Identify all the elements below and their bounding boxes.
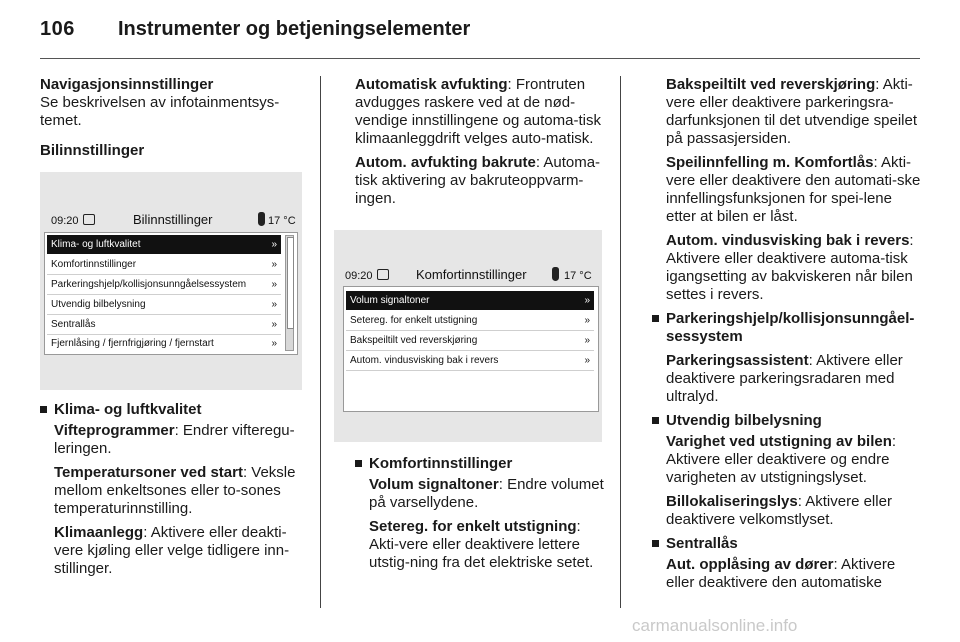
chevron-right-icon: » (271, 259, 277, 270)
phone-icon (83, 214, 95, 225)
ac-paragraph (54, 524, 308, 578)
term-label: Klimaanlegg (54, 524, 144, 541)
scroll-thumb[interactable] (287, 237, 294, 329)
chevron-right-icon: » (584, 355, 590, 366)
bullet-icon (652, 315, 659, 322)
temp-zones-paragraph (54, 464, 308, 518)
parking-section (652, 310, 922, 406)
menu-item-parking[interactable] (47, 275, 281, 294)
term-text: : Aktivere eller deaktivere velkomstlyset. (666, 493, 892, 528)
term-label: Setereg. for enkelt utstigning (369, 518, 577, 535)
chevron-right-icon: » (271, 338, 277, 349)
screen-title: Bilinnstillinger (133, 212, 213, 227)
term-text: : Endrer vifteregu-leringen. (54, 422, 295, 457)
chevron-right-icon: » (271, 239, 277, 250)
menu-item-label: Komfortinnstillinger (51, 259, 137, 270)
term-text: : Akti-vere eller deaktivere lettere utstig-ning fra det elektriske setet. (369, 518, 594, 571)
menu-item-signal-volume[interactable] (346, 291, 594, 310)
watermark: carmanualsonline.info (632, 616, 798, 635)
term-label: Vifteprogrammer (54, 422, 175, 439)
menu-list (343, 286, 599, 412)
menu-item-label: Klima- og luftkvalitet (51, 239, 141, 250)
term-text: : Frontruten avdugges raskere ved at de nød-vendige innstillingene og automa-tisk klimaanleggdrift velges auto-matisk. (355, 76, 601, 147)
menu-item-label: Utvendig bilbelysning (51, 299, 146, 310)
term-text: : Endre volumet på varsellydene. (369, 476, 604, 511)
central-lock-heading: Sentrallås (666, 535, 738, 552)
menu-item-comfort[interactable] (47, 255, 281, 274)
climate-heading: Klima- og luftkvalitet (54, 401, 202, 418)
menu-item-label: Autom. vindusvisking bak i revers (350, 355, 499, 366)
central-lock-section (652, 535, 922, 592)
column-divider (620, 76, 621, 608)
term-label: Parkeringsassistent (666, 352, 809, 369)
page-number: 106 (40, 18, 75, 40)
menu-item-climate[interactable] (47, 235, 281, 254)
comfort-section (355, 455, 611, 572)
screen-title: Komfortinnstillinger (416, 267, 527, 282)
column-divider (320, 76, 321, 608)
menu-list (44, 232, 298, 355)
term-label: Billokaliseringslys (666, 493, 798, 510)
exterior-light-section (652, 412, 922, 529)
term-label: Automatisk avfukting (355, 76, 508, 93)
column-1 (40, 76, 308, 160)
term-text: : Aktivere eller deaktivere den automatiske (666, 556, 896, 591)
chevron-right-icon: » (271, 319, 277, 330)
car-settings-screenshot (40, 172, 302, 390)
chevron-right-icon: » (584, 335, 590, 346)
term-text: : Automa-tisk aktivering av bakruteoppvarm-ingen. (355, 154, 601, 207)
comfort-settings-screenshot (334, 230, 602, 442)
menu-item-label: Fjernlåsing / fjernfrigjøring / fjernstart (51, 338, 214, 349)
signal-volume-paragraph (369, 476, 611, 512)
bullet-icon (652, 540, 659, 547)
menu-item-rear-wipe[interactable] (346, 351, 594, 370)
menu-item-remote[interactable] (47, 334, 281, 353)
seat-exit-paragraph (369, 518, 611, 572)
comfort-heading: Komfortinnstillinger (369, 455, 513, 472)
page-header (40, 14, 920, 48)
comfort-continued (652, 76, 922, 304)
term-text: : Aktivere eller deaktivere parkeringsradaren med ultralyd. (666, 352, 903, 405)
locator-light-paragraph (666, 493, 922, 529)
nav-settings-heading: Navigasjonsinnstillinger (40, 76, 214, 93)
term-label: Temperatursoner ved start (54, 464, 243, 481)
exterior-light-heading: Utvendig bilbelysning (666, 412, 822, 429)
column-1-lower (40, 401, 308, 578)
menu-item-seat-exit[interactable] (346, 311, 594, 330)
menu-item-exterior-lighting[interactable] (47, 295, 281, 314)
nav-settings-text: Se beskrivelsen av infotainmentsys-temet. (40, 94, 280, 129)
term-label: Bakspeiltilt ved reverskjøring (666, 76, 876, 93)
auto-defog-paragraph (355, 76, 611, 148)
clock: 09:20 (51, 215, 79, 227)
menu-item-label: Setereg. for enkelt utstigning (350, 315, 478, 326)
menu-item-label: Bakspeiltilt ved reverskjøring (350, 335, 478, 346)
exit-duration-paragraph (666, 433, 922, 487)
temperature-icon (552, 267, 559, 281)
term-text: : Veksle mellom enkeltsones eller to-sones temperaturinnstilling. (54, 464, 296, 517)
chevron-right-icon: » (271, 279, 277, 290)
bullet-icon (355, 460, 362, 467)
term-text: : Aktivere eller deaktivere automa-tisk igangsetting av bakviskeren når bilen settes i revers. (666, 232, 914, 303)
term-label: Autom. avfukting bakrute (355, 154, 536, 171)
rear-wipe-paragraph (666, 232, 922, 304)
term-text: : Aktivere eller deaktivere og endre varigheten av utstigningslyset. (666, 433, 897, 486)
menu-divider (346, 370, 594, 371)
chevron-right-icon: » (584, 315, 590, 326)
chevron-right-icon: » (584, 295, 590, 306)
term-label: Varighet ved utstigning av bilen (666, 433, 892, 450)
header-divider (40, 58, 920, 59)
column-2-lower (355, 455, 611, 572)
term-label: Speilinnfelling m. Komfortlås (666, 154, 874, 171)
scrollbar[interactable] (285, 235, 294, 351)
bullet-icon (652, 417, 659, 424)
column-3 (652, 76, 922, 592)
menu-item-label: Volum signaltoner (350, 295, 430, 306)
bullet-icon (40, 406, 47, 413)
page-title: Instrumenter og betjeningselementer (118, 18, 471, 40)
parking-heading: Parkeringshjelp/kollisjonsunngåel-sessystem (666, 310, 915, 345)
mirror-tilt-paragraph (666, 76, 922, 148)
term-label: Autom. vindusvisking bak i revers (666, 232, 910, 249)
outside-temperature: 17 °C (268, 215, 296, 227)
phone-icon (377, 269, 389, 280)
menu-item-label: Parkeringshjelp/kollisjonsunngåelsessystem (51, 279, 247, 290)
rear-defog-paragraph (355, 154, 611, 208)
term-label: Aut. opplåsing av dører (666, 556, 834, 573)
term-text: : Akti-vere eller deaktivere parkeringsra-darfunksjonen til det utvendige speilet på passasjersiden. (666, 76, 918, 147)
parking-assist-paragraph (666, 352, 922, 406)
chevron-right-icon: » (271, 299, 277, 310)
menu-item-mirror-tilt[interactable] (346, 331, 594, 350)
car-settings-heading: Bilinnstillinger (40, 142, 145, 159)
menu-item-central-lock[interactable] (47, 315, 281, 334)
term-text: : Akti-vere eller deaktivere den automati-ske innfellingsfunksjonen for spei-lene etter at bilen er låst. (666, 154, 921, 225)
column-2 (355, 76, 611, 208)
term-label: Volum signaltoner (369, 476, 499, 493)
auto-unlock-paragraph (666, 556, 922, 592)
clock: 09:20 (345, 270, 373, 282)
term-text: : Aktivere eller deakti-vere kjøling eller velge tidligere inn-stillinger. (54, 524, 290, 577)
mirror-fold-paragraph (666, 154, 922, 226)
temperature-icon (258, 212, 265, 226)
climate-section (40, 401, 308, 578)
outside-temperature: 17 °C (564, 270, 592, 282)
menu-item-label: Sentrallås (51, 319, 96, 330)
fan-program-paragraph (54, 422, 308, 458)
